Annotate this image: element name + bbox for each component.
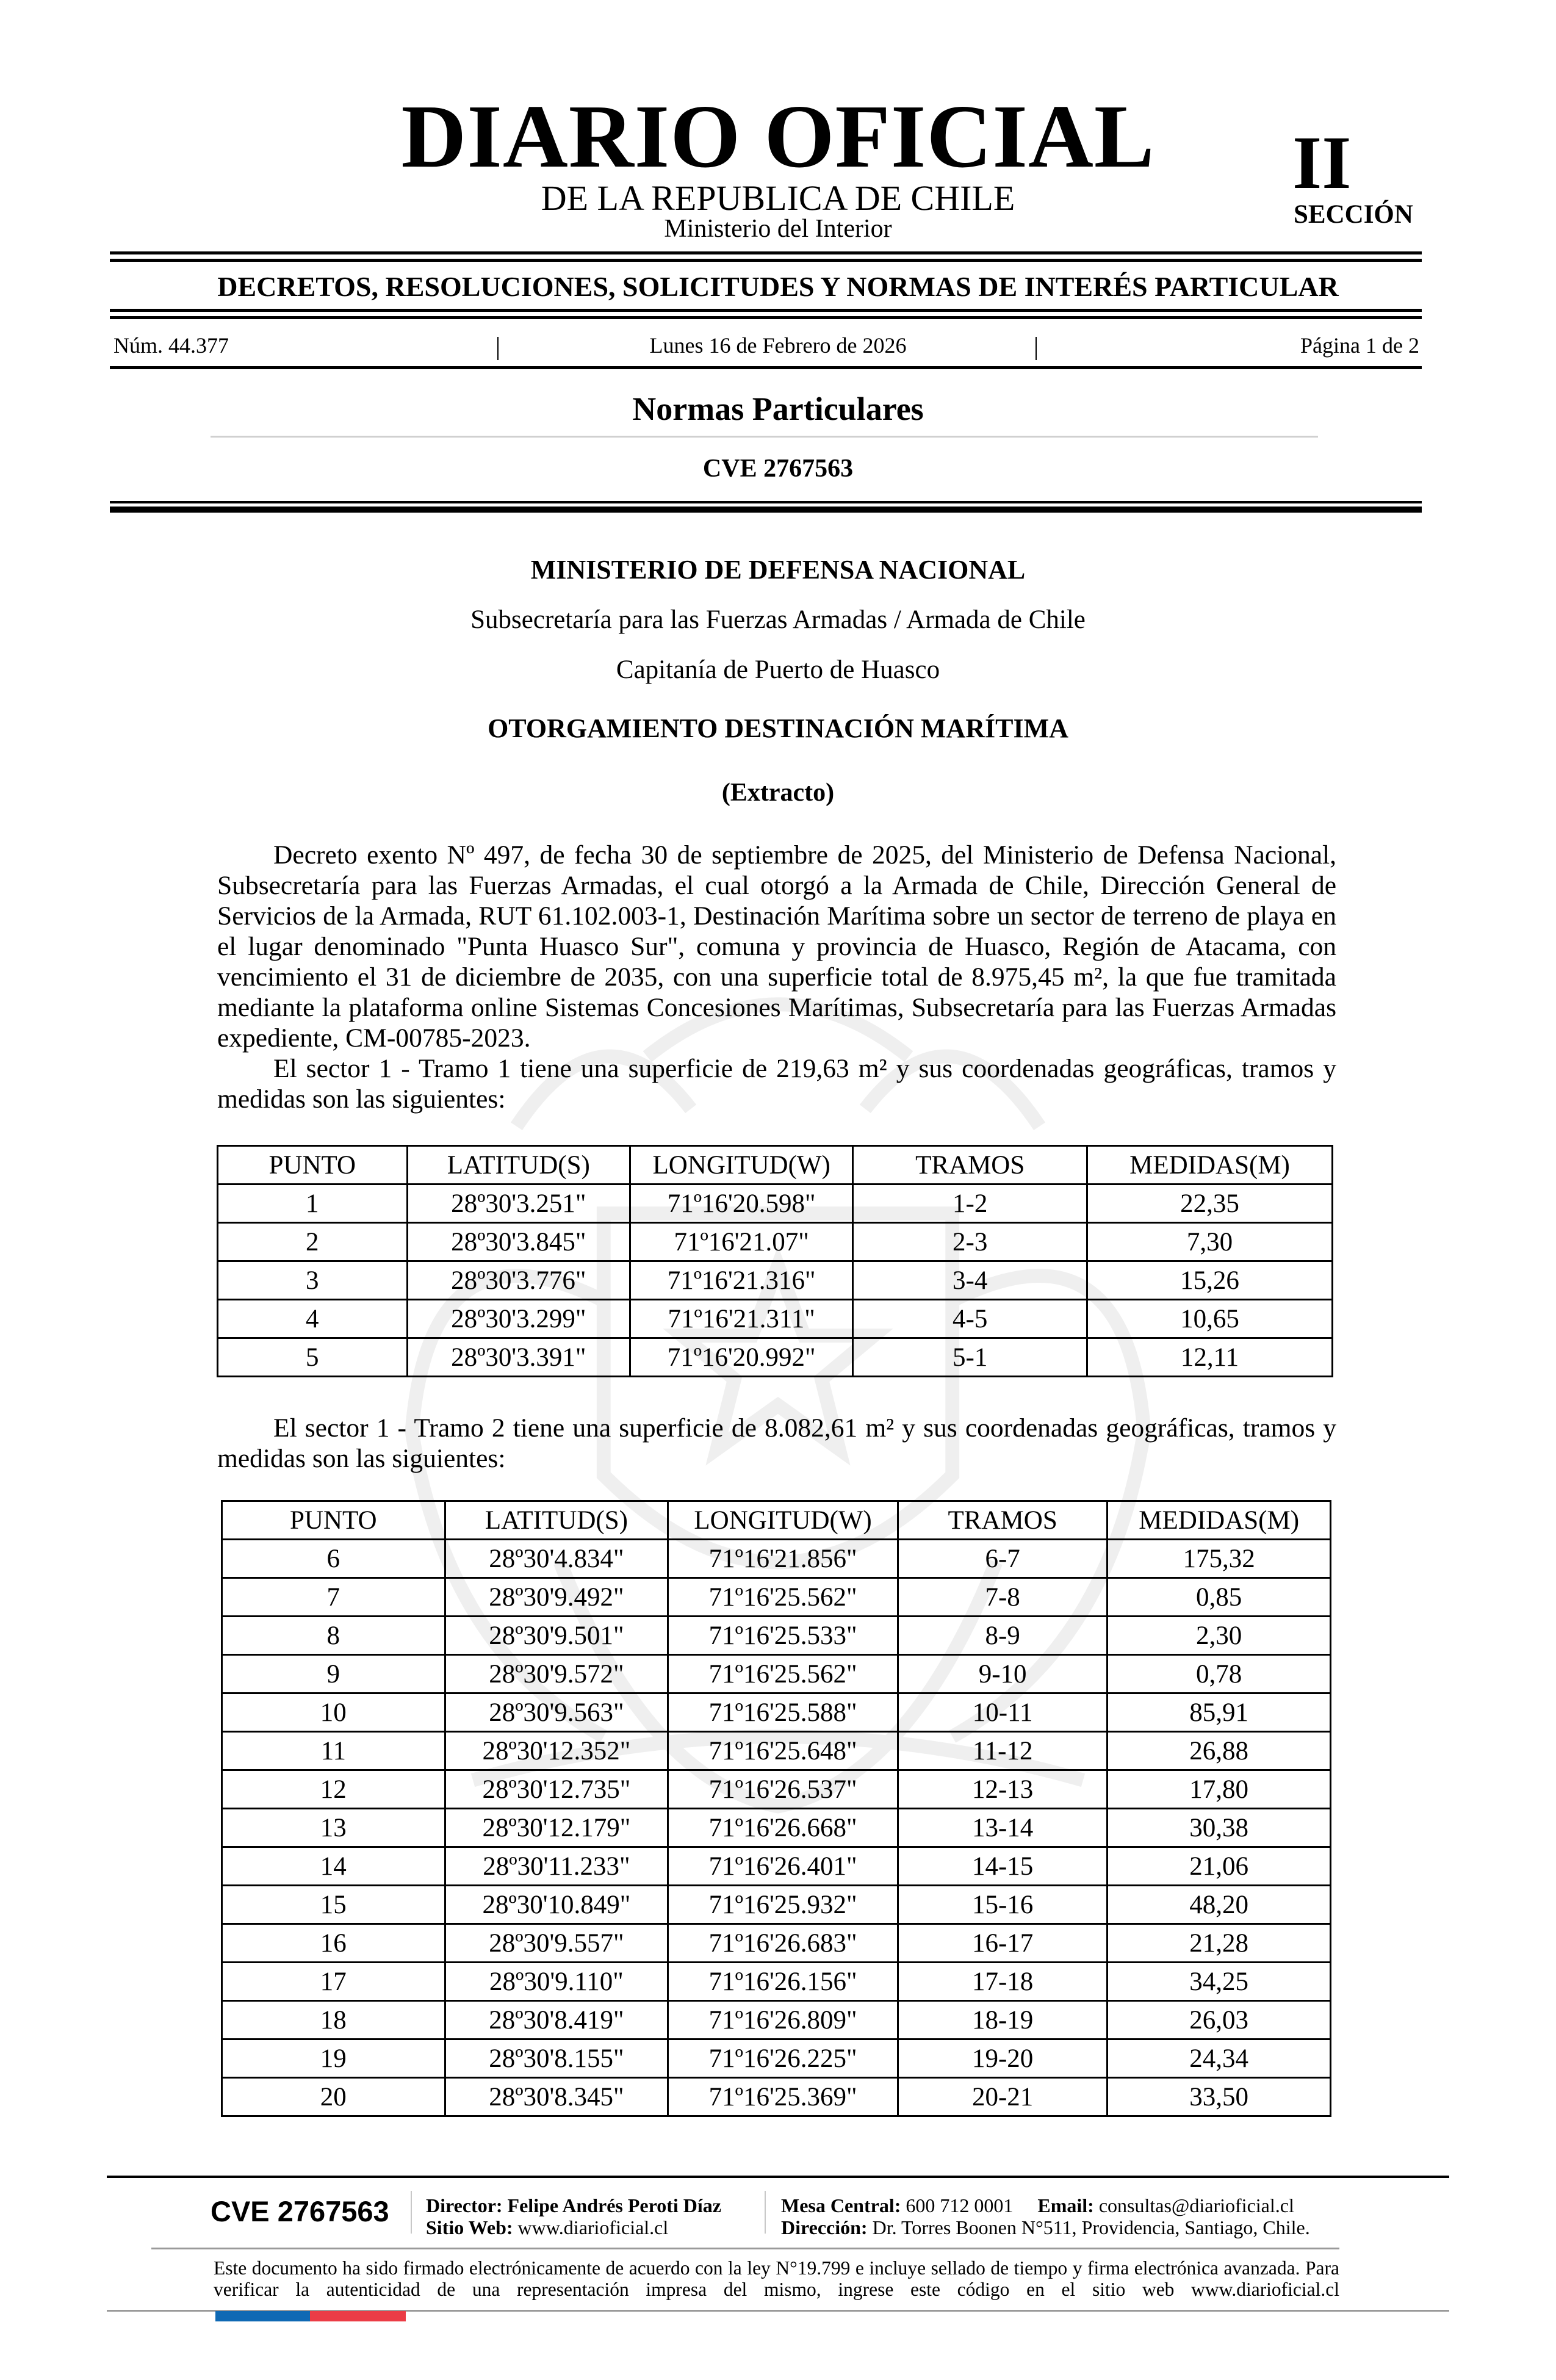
document-title: OTORGAMIENTO DESTINACIÓN MARÍTIMA (488, 713, 1068, 743)
cell-tramos: 7-8 (898, 1578, 1107, 1617)
masthead-title: DIARIO OFICIAL (401, 87, 1155, 187)
cell-longitud: 71º16'25.533" (668, 1617, 898, 1655)
director-name: Felipe Andrés Peroti Díaz (507, 2194, 721, 2216)
cell-punto: 4 (218, 1300, 408, 1338)
website-label: Sitio Web: (426, 2216, 513, 2238)
cell-tramos: 17-18 (898, 1963, 1107, 2001)
cell-medidas: 12,11 (1087, 1338, 1333, 1377)
cell-punto: 2 (218, 1223, 408, 1261)
divider (110, 316, 1422, 319)
issue-date: Lunes 16 de Febrero de 2026 (649, 333, 907, 358)
cell-punto: 3 (218, 1261, 408, 1300)
table-row (222, 2078, 1331, 2116)
cell-punto: 1 (218, 1185, 408, 1223)
cell-latitud: 28º30'10.849" (445, 1886, 668, 1924)
cell-latitud: 28º30'9.492" (445, 1578, 668, 1617)
cell-longitud: 71º16'20.992" (630, 1338, 852, 1377)
cell-medidas: 21,28 (1108, 1924, 1331, 1963)
column-header: LATITUD(S) (445, 1501, 668, 1540)
cell-tramos: 19-20 (898, 2039, 1107, 2078)
cve-code: CVE 2767563 (702, 455, 854, 483)
cell-medidas: 21,06 (1108, 1847, 1331, 1886)
divider (211, 436, 1318, 438)
divider (110, 259, 1422, 262)
cell-latitud: 28º30'3.299" (407, 1300, 630, 1338)
section-number: II (1292, 121, 1352, 204)
column-header: PUNTO (218, 1146, 408, 1185)
cell-tramos: 10-11 (898, 1693, 1107, 1732)
cell-medidas: 33,50 (1108, 2078, 1331, 2116)
ministry-heading: MINISTERIO DE DEFENSA NACIONAL (530, 555, 1026, 585)
cell-medidas: 24,34 (1108, 2039, 1331, 2078)
cell-longitud: 71º16'21.311" (630, 1300, 852, 1338)
website-link[interactable]: www.diarioficial.cl (517, 2216, 669, 2238)
table-row (222, 1693, 1331, 1732)
table-row (218, 1223, 1333, 1261)
cell-tramos: 16-17 (898, 1924, 1107, 1963)
column-header: PUNTO (222, 1501, 445, 1540)
table-row (218, 1261, 1333, 1300)
cell-longitud: 71º16'25.562" (668, 1578, 898, 1617)
cell-punto: 7 (222, 1578, 445, 1617)
body-paragraph: Decreto exento Nº 497, de fecha 30 de septiembre de 2025, del Ministerio de Defensa Nacional, Subsecretaría para las Fuerzas Armadas, el cual otorgó a la Armada de Chile, Dirección General de Servicios de la Armada, RUT 61.102.003-1, Destinación Marítima sobre un sector de terreno de playa en el lugar denominado "Punta Huasco Sur", comuna y provincia de Huasco, Región de Atacama, con vencimiento el 31 de diciembre de 2035, con una superficie total de 8.975,45 m², la que fue tramitada mediante la plataforma online Sistemas Concesiones Marítimas, Subsecretaría para las Fuerzas Armadas expediente, CM-00785-2023. (217, 840, 1336, 1053)
cell-medidas: 30,38 (1108, 1809, 1331, 1847)
table-row (222, 2001, 1331, 2039)
footer-director (426, 2196, 721, 2215)
column-header: LONGITUD(W) (668, 1501, 898, 1540)
table-row (222, 1809, 1331, 1847)
cell-latitud: 28º30'9.110" (445, 1963, 668, 2001)
cell-punto: 15 (222, 1886, 445, 1924)
cell-punto: 17 (222, 1963, 445, 2001)
rubric-title: Normas Particulares (632, 391, 924, 427)
table-row (222, 1963, 1331, 2001)
column-header: MEDIDAS(M) (1087, 1146, 1333, 1185)
cell-latitud: 28º30'12.179" (445, 1809, 668, 1847)
phone-value: 600 712 0001 (906, 2194, 1014, 2216)
cell-latitud: 28º30'8.345" (445, 2078, 668, 2116)
cell-longitud: 71º16'21.856" (668, 1540, 898, 1578)
cell-medidas: 0,78 (1108, 1655, 1331, 1693)
cell-latitud: 28º30'9.572" (445, 1655, 668, 1693)
separator (411, 2191, 412, 2234)
divider (110, 366, 1422, 369)
body-paragraph: El sector 1 - Tramo 1 tiene una superficie de 219,63 m² y sus coordenadas geográficas, tramos y medidas son las siguientes: (217, 1054, 1336, 1114)
body-paragraph: El sector 1 - Tramo 2 tiene una superficie de 8.082,61 m² y sus coordenadas geográficas, tramos y medidas son las siguientes: (217, 1413, 1336, 1473)
subsecretaria-heading: Subsecretaría para las Fuerzas Armadas / Armada de Chile (470, 605, 1086, 634)
table-row (222, 1578, 1331, 1617)
category-title: DECRETOS, RESOLUCIONES, SOLICITUDES Y NORMAS DE INTERÉS PARTICULAR (217, 271, 1339, 302)
cell-latitud: 28º30'11.233" (445, 1847, 668, 1886)
footer-divider (107, 2176, 1449, 2178)
footer-divider (151, 2248, 1339, 2249)
cell-latitud: 28º30'9.557" (445, 1924, 668, 1963)
table-row (222, 2039, 1331, 2078)
separator (1036, 337, 1037, 360)
table-row (222, 1886, 1331, 1924)
cell-longitud: 71º16'21.07" (630, 1223, 852, 1261)
divider (110, 501, 1422, 503)
cell-longitud: 71º16'26.537" (668, 1770, 898, 1809)
cell-punto: 10 (222, 1693, 445, 1732)
cell-punto: 12 (222, 1770, 445, 1809)
cell-punto: 19 (222, 2039, 445, 2078)
cell-latitud: 28º30'3.251" (407, 1185, 630, 1223)
coordinates-table-tramo-2 (221, 1500, 1331, 2117)
cell-longitud: 71º16'25.932" (668, 1886, 898, 1924)
cell-medidas: 10,65 (1087, 1300, 1333, 1338)
cell-tramos: 15-16 (898, 1886, 1107, 1924)
coordinates-table-tramo-1 (217, 1145, 1333, 1377)
divider (110, 251, 1422, 254)
table-row (218, 1185, 1333, 1223)
cell-tramos: 6-7 (898, 1540, 1107, 1578)
cell-tramos: 12-13 (898, 1770, 1107, 1809)
footer-website (426, 2218, 668, 2237)
table-row (222, 1540, 1331, 1578)
table-row (218, 1300, 1333, 1338)
cell-punto: 9 (222, 1655, 445, 1693)
director-label: Director: (426, 2194, 503, 2216)
cell-tramos: 18-19 (898, 2001, 1107, 2039)
cell-medidas: 0,85 (1108, 1578, 1331, 1617)
cell-medidas: 26,88 (1108, 1732, 1331, 1770)
separator (765, 2191, 766, 2234)
cell-punto: 8 (222, 1617, 445, 1655)
cell-tramos: 11-12 (898, 1732, 1107, 1770)
cell-medidas: 34,25 (1108, 1963, 1331, 2001)
cell-tramos: 20-21 (898, 2078, 1107, 2116)
cell-tramos: 13-14 (898, 1809, 1107, 1847)
cell-tramos: 14-15 (898, 1847, 1107, 1886)
cell-longitud: 71º16'25.648" (668, 1732, 898, 1770)
column-header: LATITUD(S) (407, 1146, 630, 1185)
footer-legal-notice: Este documento ha sido firmado electrónicamente de acuerdo con la ley N°19.799 e incluye sellado de tiempo y firma electrónica avanzada. Para verificar la autenticidad de una representación impresa del mismo, ingrese este código en el sitio web www.diarioficial.cl (214, 2257, 1339, 2300)
table-row (222, 1770, 1331, 1809)
section-label: SECCIÓN (1294, 200, 1413, 229)
cell-longitud: 71º16'25.369" (668, 2078, 898, 2116)
cell-tramos: 8-9 (898, 1617, 1107, 1655)
capitania-heading: Capitanía de Puerto de Huasco (616, 655, 940, 684)
cell-latitud: 28º30'3.391" (407, 1338, 630, 1377)
masthead-subtitle: DE LA REPUBLICA DE CHILE (541, 178, 1015, 218)
email-label: Email: (1037, 2194, 1094, 2216)
cell-punto: 14 (222, 1847, 445, 1886)
cell-punto: 6 (222, 1540, 445, 1578)
table-row (222, 1924, 1331, 1963)
table-row (222, 1732, 1331, 1770)
cell-latitud: 28º30'4.834" (445, 1540, 668, 1578)
cell-tramos: 5-1 (853, 1338, 1087, 1377)
flag-stripe-red (310, 2311, 406, 2321)
cell-longitud: 71º16'26.401" (668, 1847, 898, 1886)
table-row (222, 1847, 1331, 1886)
cell-medidas: 15,26 (1087, 1261, 1333, 1300)
cell-latitud: 28º30'9.563" (445, 1693, 668, 1732)
cell-punto: 13 (222, 1809, 445, 1847)
cell-medidas: 17,80 (1108, 1770, 1331, 1809)
cell-longitud: 71º16'25.562" (668, 1655, 898, 1693)
cell-punto: 20 (222, 2078, 445, 2116)
cell-tramos: 4-5 (853, 1300, 1087, 1338)
cell-medidas: 175,32 (1108, 1540, 1331, 1578)
table-header-row (222, 1501, 1331, 1540)
page-indicator: Página 1 de 2 (1300, 333, 1419, 358)
column-header: TRAMOS (898, 1501, 1107, 1540)
cell-longitud: 71º16'26.225" (668, 2039, 898, 2078)
cell-latitud: 28º30'12.735" (445, 1770, 668, 1809)
cell-tramos: 2-3 (853, 1223, 1087, 1261)
address-value: Dr. Torres Boonen N°511, Providencia, Santiago, Chile. (872, 2216, 1310, 2238)
email-link[interactable]: consultas@diarioficial.cl (1098, 2194, 1294, 2216)
cell-punto: 16 (222, 1924, 445, 1963)
cell-latitud: 28º30'12.352" (445, 1732, 668, 1770)
cell-longitud: 71º16'26.683" (668, 1924, 898, 1963)
table-row (218, 1338, 1333, 1377)
cell-longitud: 71º16'26.809" (668, 2001, 898, 2039)
cell-longitud: 71º16'20.598" (630, 1185, 852, 1223)
cell-medidas: 22,35 (1087, 1185, 1333, 1223)
cell-medidas: 26,03 (1108, 2001, 1331, 2039)
issue-number: Núm. 44.377 (113, 333, 229, 358)
footer-address (781, 2218, 1310, 2237)
cell-punto: 5 (218, 1338, 408, 1377)
cell-tramos: 1-2 (853, 1185, 1087, 1223)
cell-medidas: 7,30 (1087, 1223, 1333, 1261)
phone-label: Mesa Central: (781, 2194, 901, 2216)
cell-latitud: 28º30'8.419" (445, 2001, 668, 2039)
cell-latitud: 28º30'9.501" (445, 1617, 668, 1655)
masthead-ministry: Ministerio del Interior (664, 215, 892, 243)
column-header: LONGITUD(W) (630, 1146, 852, 1185)
divider (110, 309, 1422, 312)
cell-longitud: 71º16'21.316" (630, 1261, 852, 1300)
cell-punto: 11 (222, 1732, 445, 1770)
table-row (222, 1617, 1331, 1655)
cell-latitud: 28º30'8.155" (445, 2039, 668, 2078)
document-subtitle: (Extracto) (721, 779, 835, 807)
cell-longitud: 71º16'25.588" (668, 1693, 898, 1732)
cell-medidas: 2,30 (1108, 1617, 1331, 1655)
cell-latitud: 28º30'3.845" (407, 1223, 630, 1261)
footer-contact (781, 2196, 1294, 2215)
table-header-row (218, 1146, 1333, 1185)
cell-tramos: 3-4 (853, 1261, 1087, 1300)
cell-punto: 18 (222, 2001, 445, 2039)
cell-medidas: 85,91 (1108, 1693, 1331, 1732)
flag-stripe-blue (215, 2311, 310, 2321)
footer-cve-code: CVE 2767563 (211, 2195, 389, 2227)
cell-latitud: 28º30'3.776" (407, 1261, 630, 1300)
cell-longitud: 71º16'26.668" (668, 1809, 898, 1847)
divider (110, 507, 1422, 513)
column-header: TRAMOS (853, 1146, 1087, 1185)
cell-medidas: 48,20 (1108, 1886, 1331, 1924)
column-header: MEDIDAS(M) (1108, 1501, 1331, 1540)
cell-tramos: 9-10 (898, 1655, 1107, 1693)
address-label: Dirección: (781, 2216, 868, 2238)
table-row (222, 1655, 1331, 1693)
cell-longitud: 71º16'26.156" (668, 1963, 898, 2001)
